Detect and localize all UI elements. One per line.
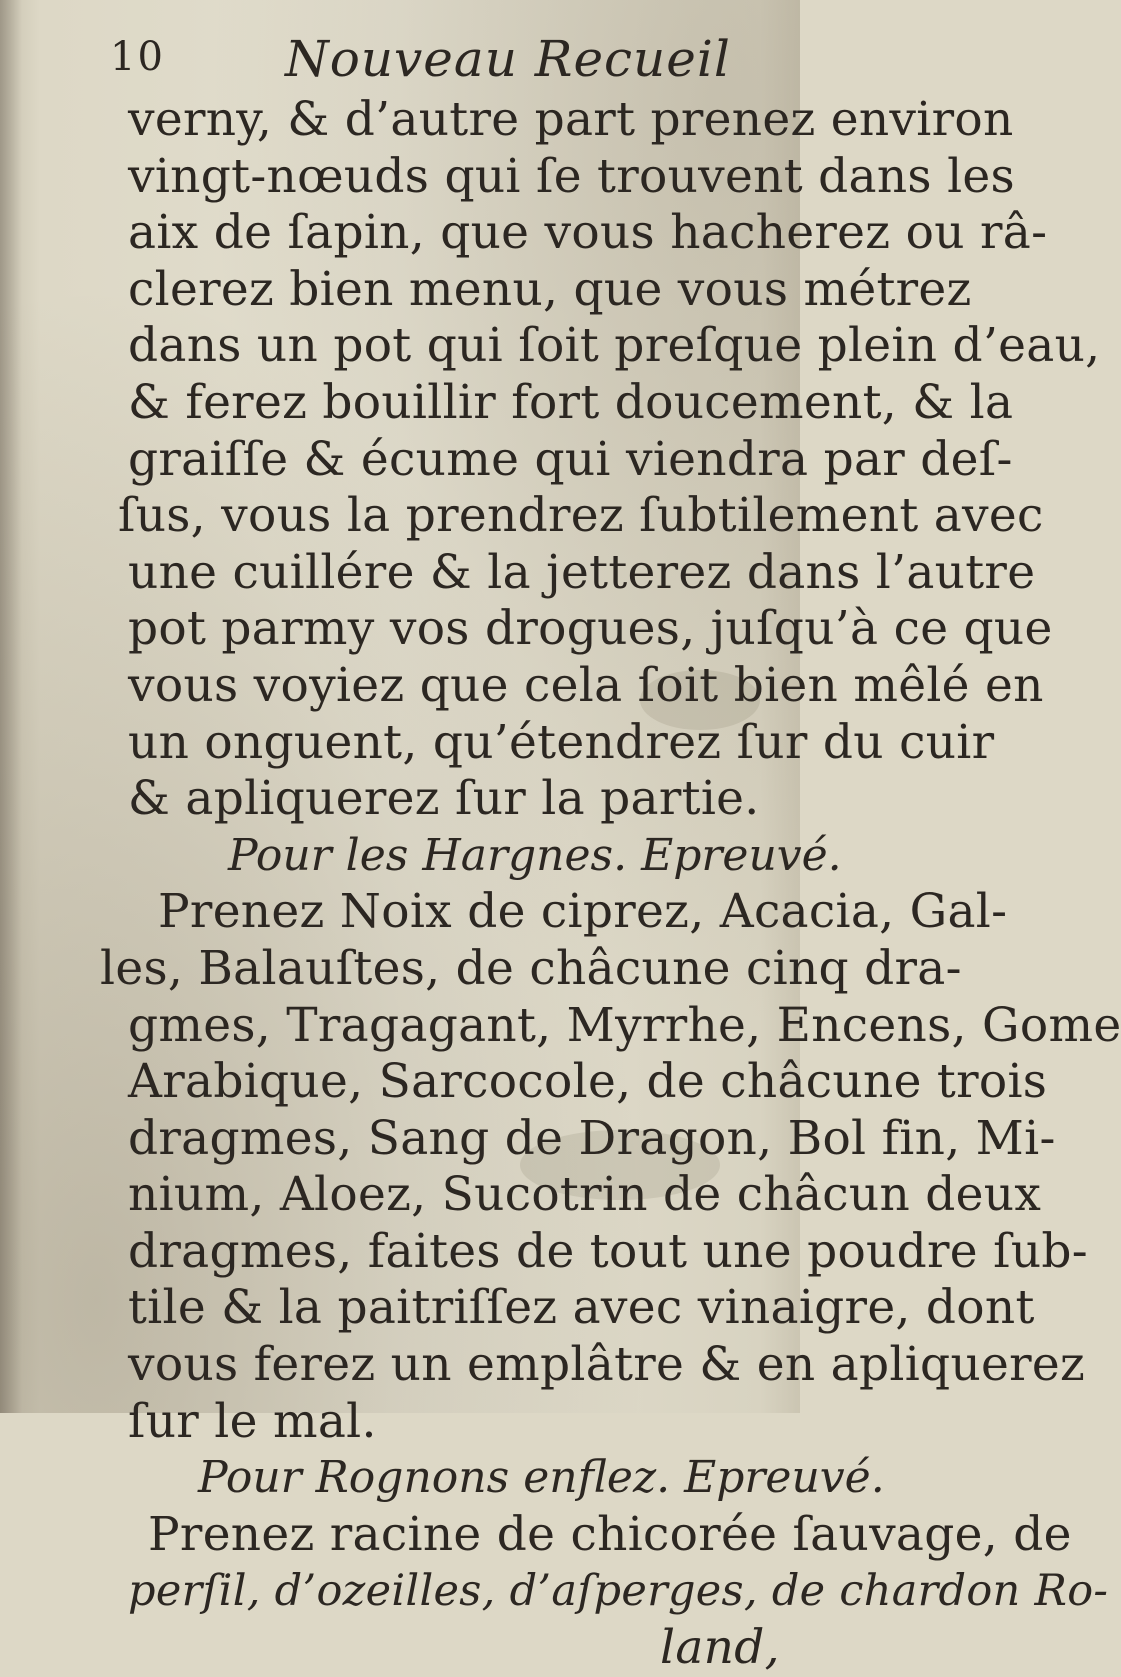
text-line: tile & la paitriſſez avec vinaigre, dont [128,1280,1035,1336]
text-line: ſur le mal. [128,1393,377,1449]
page-header [110,28,750,92]
text-line: gmes, Tragagant, Myrrhe, Encens, Gome [128,997,1121,1053]
text-line: vous voyiez que cela ſoit bien mêlé en [128,657,1044,713]
section-heading-hargnes: Pour les Hargnes. Epreuvé. [228,829,842,881]
text-line: & ferez bouillir fort doucement, & la [128,374,1014,430]
text-line: perſil, d’ozeilles, d’aſperges, de chardon Ro- [128,1566,1109,1617]
page-number: 10 [110,34,165,80]
text-line: vous ferez un emplâtre & en apliquerez [128,1337,1086,1393]
text-line: les, Balauſtes, de châcune cinq dra- [100,940,962,996]
text-line: dragmes, Sang de Dragon, Bol fin, Mi- [128,1110,1056,1166]
section-heading-rognons: Pour Rognons enflez. Epreuvé. [198,1452,885,1504]
text-line: Prenez racine de chicorée ſauvage, de [148,1506,1072,1562]
text-line: dragmes, faites de tout une poudre ſub- [128,1223,1088,1279]
text-line: Prenez Noix de ciprez, Acacia, Gal- [158,884,1008,940]
text-line: ſus, vous la prendrez ſubtilement avec [118,488,1044,544]
page-body [100,92,1121,1677]
text-line: graiſſe & écume qui viendra par deſ- [128,431,1013,487]
text-line: clerez bien menu, que vous métrez [128,261,972,317]
running-title: Nouveau Recueil [285,30,731,88]
page-gutter-shadow [0,0,22,1413]
text-line: un onguent, qu’étendrez ſur du cuir [128,714,995,770]
text-line: nium, Aloez, Sucotrin de châcun deux [128,1167,1042,1223]
text-line: & apliquerez ſur la partie. [128,771,760,827]
text-line: une cuillére & la jetterez dans l’autre [128,544,1036,600]
text-line: land, [660,1620,780,1676]
text-line: aix de ſapin, que vous hacherez ou râ- [128,205,1048,261]
text-line: dans un pot qui ſoit preſque plein d’eau, [128,318,1101,374]
text-line: vingt-nœuds qui ſe trouvent dans les [128,148,1015,204]
text-line: Arabique, Sarcocole, de châcune trois [128,1054,1048,1110]
text-line: pot parmy vos drogues, juſqu’à ce que [128,601,1053,657]
text-line: verny, & d’autre part prenez environ [128,92,1014,147]
